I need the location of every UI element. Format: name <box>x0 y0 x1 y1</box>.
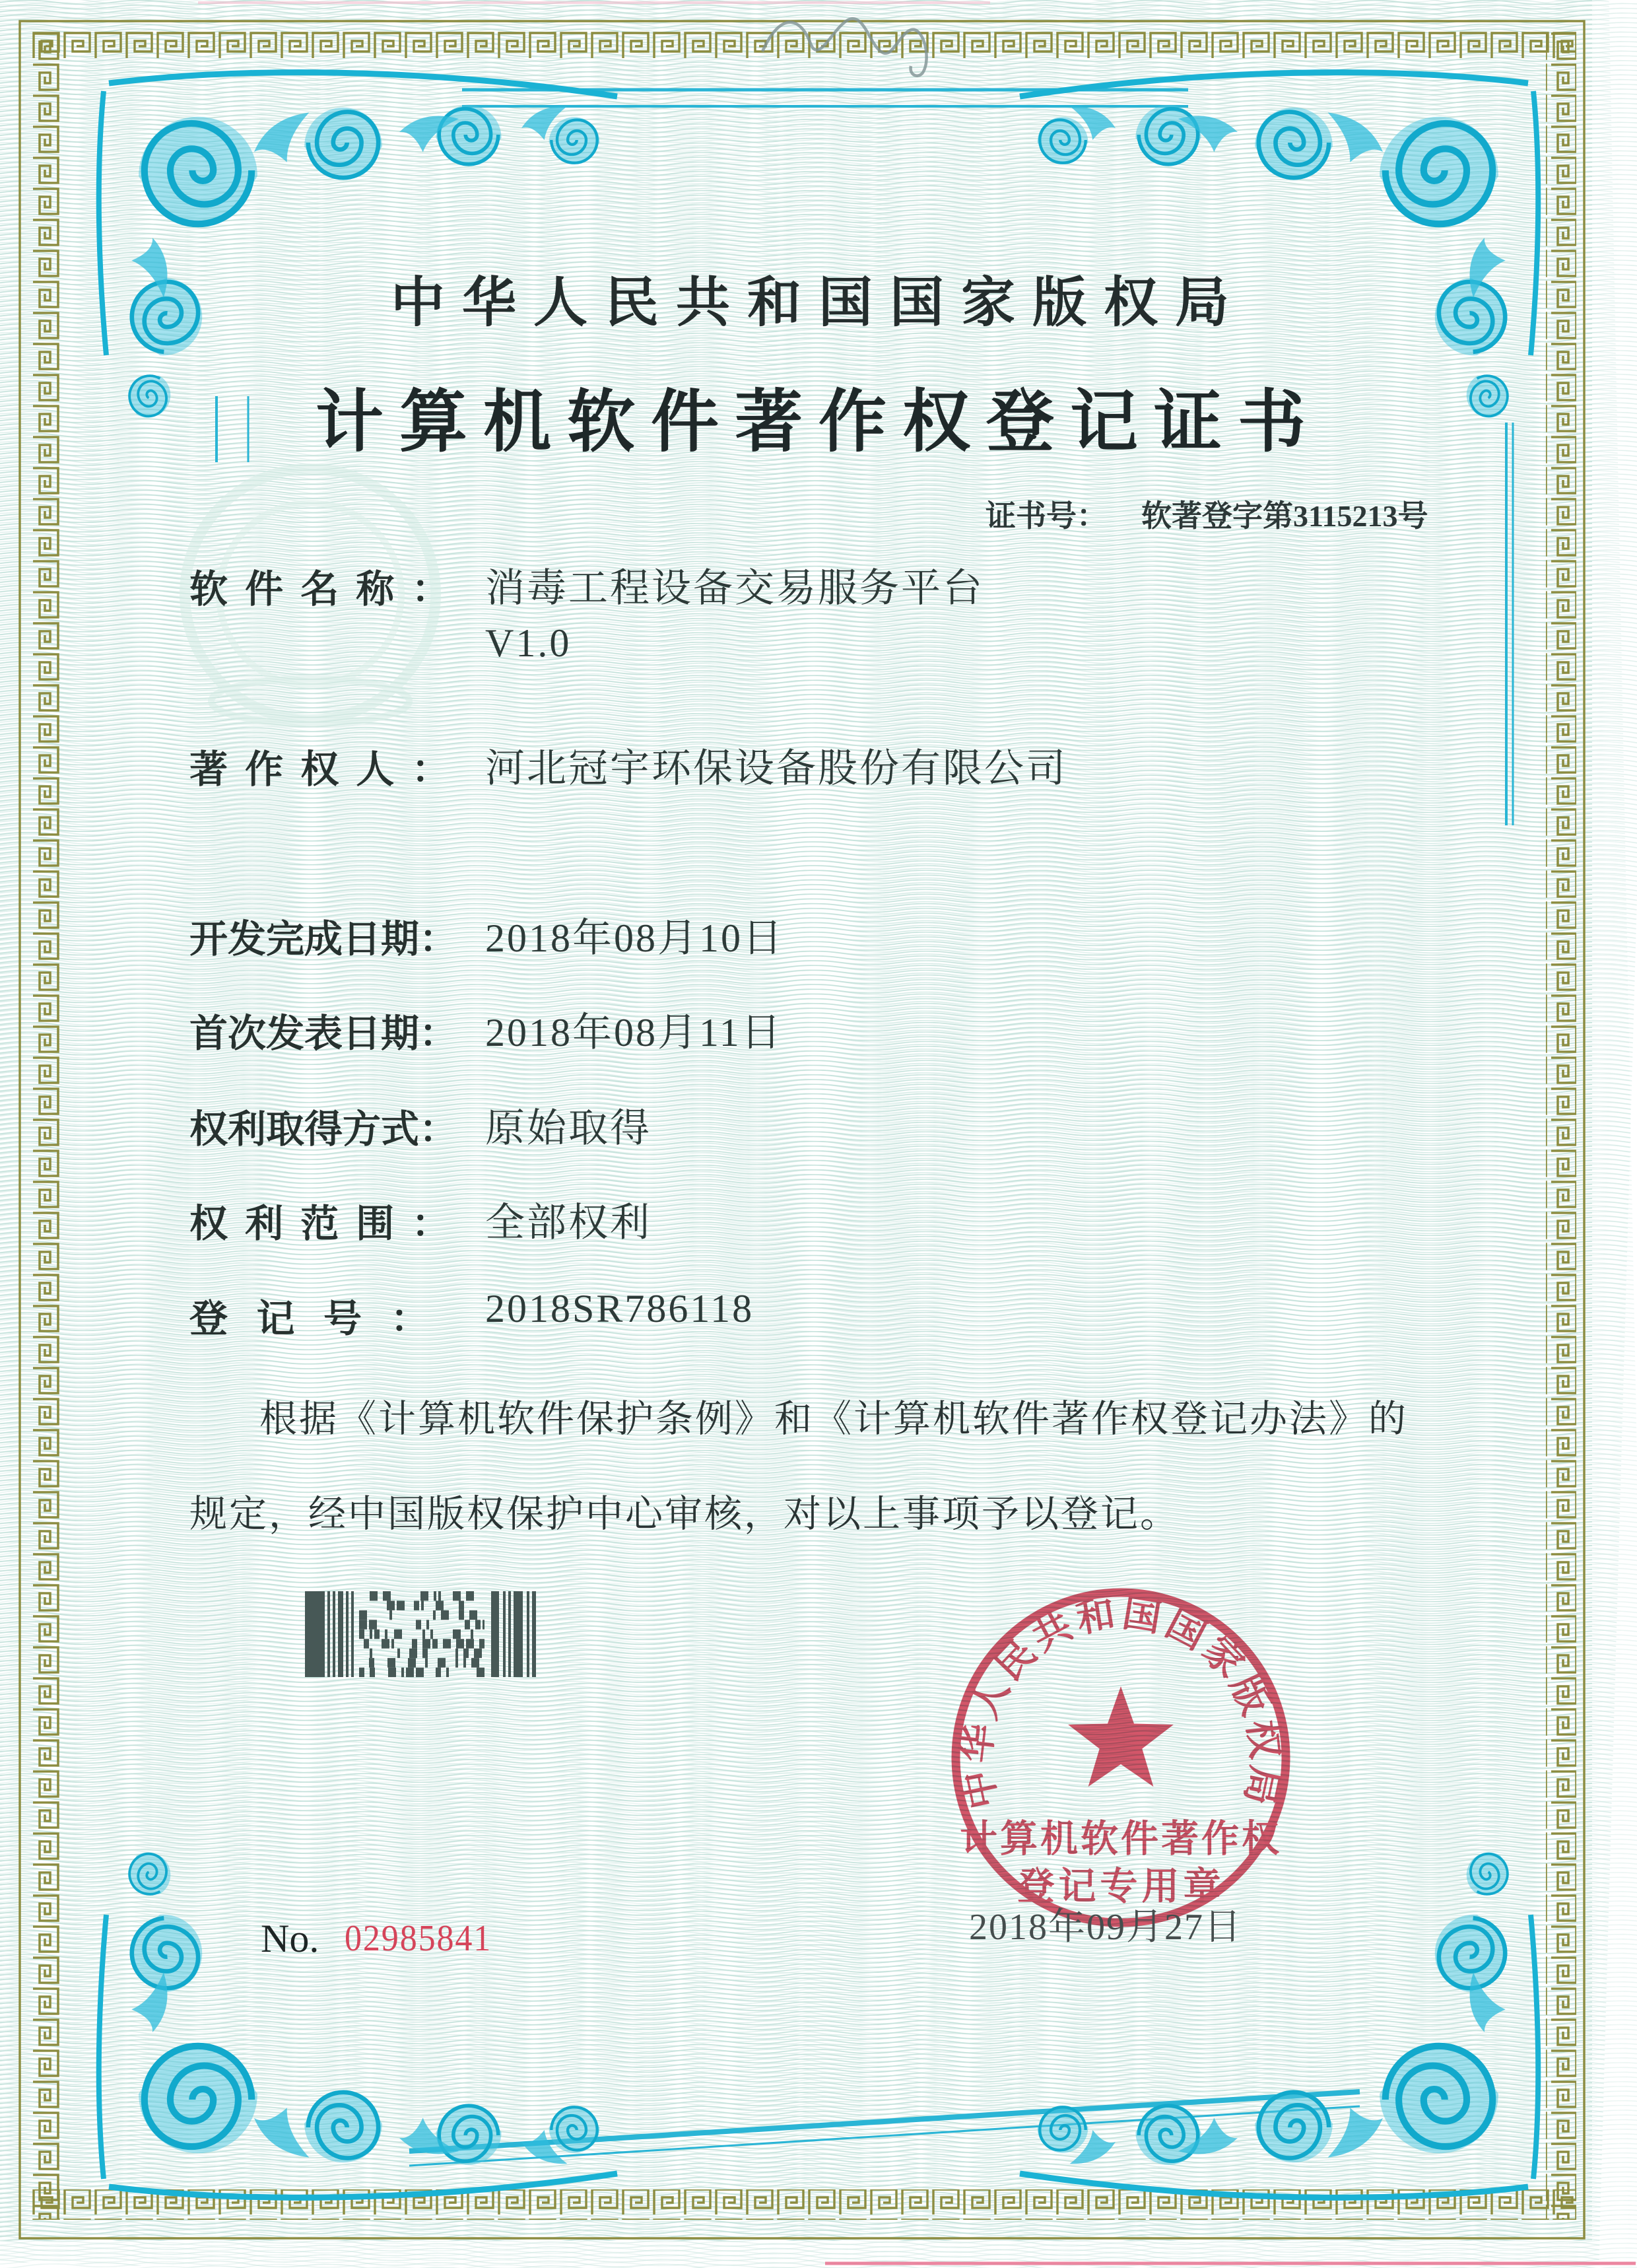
certificate-number-label: 证书号： <box>986 499 1107 533</box>
rights-acquisition-label: 权利取得方式： <box>189 1108 458 1151</box>
issuing-authority: 中华人民共和国国家版权局 <box>390 273 1246 333</box>
body-text-line1: 根据《计算机软件保护条例》和《计算机软件著作权登记办法》的 <box>259 1398 1408 1440</box>
first-publish-date-value: 2018年08月11日 <box>485 1011 783 1054</box>
software-version: V1.0 <box>485 621 572 665</box>
seal-ring-text: 中华人民共和国国家版权局 <box>954 1591 1288 1813</box>
seal-line2: 登记专用章 <box>1017 1866 1225 1907</box>
seal-date: 2018年09月27日 <box>969 1907 1242 1948</box>
seal-line1: 计算机软件著作权 <box>960 1818 1282 1860</box>
copyright-owner-label: 著作权人： <box>189 748 467 791</box>
copyright-owner-value: 河北冠宇环保设备股份有限公司 <box>485 747 1067 790</box>
certificate-number-value: 软著登字第3115213号 <box>1141 499 1428 533</box>
certificate-title: 计算机软件著作权登记证书 <box>316 385 1321 460</box>
first-publish-date-label: 首次发表日期： <box>189 1012 458 1055</box>
software-name-label: 软件名称： <box>189 568 467 611</box>
serial-prefix: No. <box>261 1917 319 1960</box>
serial-number: 02985841 <box>345 1918 492 1959</box>
software-name-value: 消毒工程设备交易服务平台 <box>485 567 984 610</box>
certificate-number-row <box>986 492 1428 535</box>
dev-complete-date-value: 2018年08月10日 <box>485 916 784 960</box>
rights-scope-label: 权利范围： <box>189 1202 467 1245</box>
rights-acquisition-value: 原始取得 <box>485 1107 651 1150</box>
dev-complete-date-label: 开发完成日期： <box>189 918 458 961</box>
rights-scope-value: 全部权利 <box>485 1201 651 1245</box>
registration-number-label: 登记号： <box>189 1297 458 1340</box>
registration-number-value: 2018SR786118 <box>485 1287 754 1330</box>
body-text-line2: 规定，经中国版权保护中心审核，对以上事项予以登记。 <box>189 1494 1180 1535</box>
